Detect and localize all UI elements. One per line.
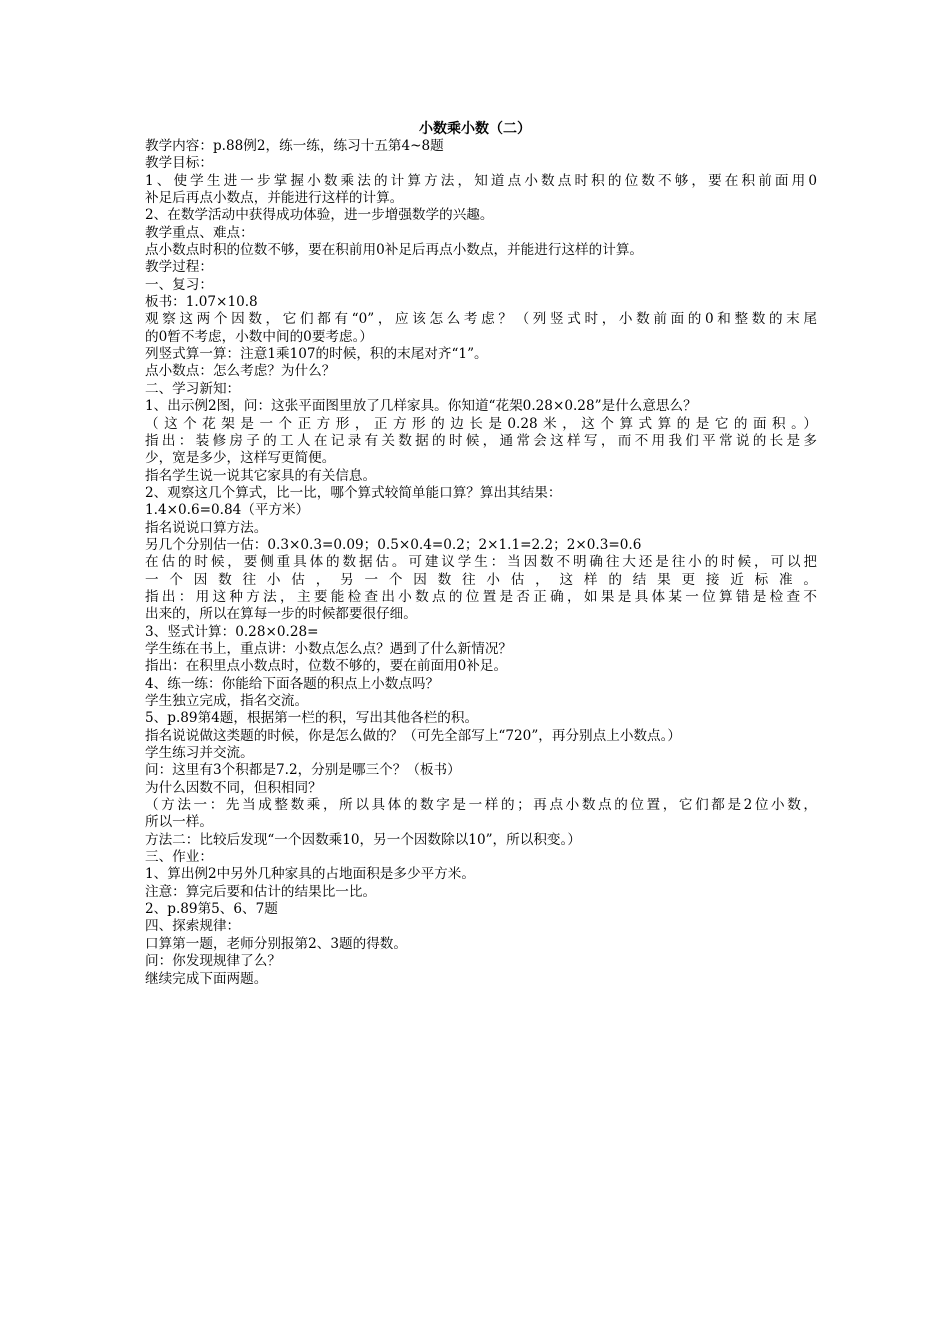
text-line: 学生练在书上，重点讲：小数点怎么点？遇到了什么新情况？ — [145, 640, 513, 657]
text-line: 继续完成下面两题。 — [145, 970, 268, 987]
text-line: 观察这两个因数，它们都有“0”，应该怎么考虑？（列竖式时，小数前面的0和整数的末尾 — [145, 311, 817, 328]
text-line: 教学重点、难点： — [145, 224, 254, 241]
text-line: 指名学生说一说其它家具的有关信息。 — [145, 467, 377, 484]
text-line: 口算第一题，老师分别报第2、3题的得数。 — [145, 935, 407, 952]
text-line: 教学内容：p.88例2，练一练，练习十五第4~8题 — [145, 138, 444, 154]
text-line: 1、算出例2中另外几种家具的占地面积是多少平方米。 — [145, 866, 475, 883]
text-line: 学生独立完成，指名交流。 — [145, 693, 309, 709]
text-line: 出来的，所以在算每一步的时候都要很仔细。 — [145, 606, 417, 623]
text-line: 问：这里有3个积都是7.2，分别是哪三个？（板书） — [145, 762, 461, 779]
text-line: 所以一样。 — [145, 814, 213, 831]
text-line: 列竖式算一算：注意1乘107的时候，积的末尾对齐“1”。 — [145, 346, 488, 363]
text-line: 板书：1.07×10.8 — [145, 294, 258, 311]
text-line: 2、观察这几个算式，比一比，哪个算式较简单能口算？算出其结果： — [145, 484, 562, 501]
text-line: 指名说说做这类题的时候，你是怎么做的？（可先全部写上“720”，再分别点上小数点。） — [145, 727, 682, 744]
text-line: 3、竖式计算：0.28×0.28= — [145, 623, 319, 640]
page-title: 小数乘小数（二） — [419, 121, 531, 137]
text-line: 5、p.89第4题，根据第一栏的积，写出其他各栏的积。 — [145, 710, 479, 727]
text-line: 4、练一练：你能给下面各题的积点上小数点吗？ — [145, 675, 440, 692]
text-line: 指名说说口算方法。 — [145, 519, 268, 536]
text-line: 另几个分别估一估：0.3×0.3=0.09；0.5×0.4=0.2；2×1.1=2.2；2×0.3=0.6 — [145, 536, 642, 553]
text-line: 指出：用这种方法，主要能检查出小数点的位置是否正确，如果是具体某一位算错是检查不 — [145, 588, 817, 605]
text-line: 1、使学生进一步掌握小数乘法的计算方法，知道点小数点时积的位数不够，要在积前面用0 — [145, 172, 817, 189]
text-line: 方法二：比较后发现“一个因数乘10，另一个因数除以10”，所以积变。） — [145, 831, 581, 848]
text-line: 一个因数往小估，另一个因数往小估，这样的结果更接近标准。 — [145, 571, 817, 588]
text-line: 1.4×0.6=0.84（平方米） — [145, 502, 310, 519]
lesson-plan-body — [145, 138, 817, 988]
text-line: 教学过程： — [145, 259, 213, 276]
text-line: 注意：算完后要和估计的结果比一比。 — [145, 883, 377, 900]
text-line: （这个花架是一个正方形，正方形的边长是0.28米，这个算式算的是它的面积。） — [145, 415, 817, 432]
text-line: 问：你发现规律了么？ — [145, 953, 281, 970]
text-line: 2、p.89第5、6、7题 — [145, 901, 278, 918]
text-line: 在估的时候，要侧重具体的数据估。可建议学生：当因数不明确往大还是往小的时候，可以把 — [145, 554, 817, 571]
text-line: 学生练习并交流。 — [145, 745, 254, 762]
text-line: 点小数点时积的位数不够，要在积前用0补足后再点小数点，并能进行这样的计算。 — [145, 242, 644, 259]
text-line: 三、作业： — [145, 849, 213, 866]
text-line: 的0暂不考虑，小数中间的0要考虑。） — [145, 328, 373, 345]
text-line: 二、学习新知： — [145, 380, 241, 397]
text-line: 为什么因数不同，但积相同？ — [145, 779, 322, 796]
text-line: （方法一：先当成整数乘，所以具体的数字是一样的；再点小数点的位置，它们都是2位小数， — [145, 797, 817, 814]
text-line: 点小数点：怎么考虑？为什么？ — [145, 363, 336, 380]
text-line: 1、出示例2图，问：这张平面图里放了几样家具。你知道“花架0.28×0.28”是什么意思么？ — [145, 398, 697, 415]
text-line: 指出：装修房子的工人在记录有关数据的时候，通常会这样写，而不用我们平常说的长是多 — [145, 432, 817, 449]
text-line: 指出：在积里点小数点时，位数不够的，要在前面用0补足。 — [145, 658, 508, 675]
text-line: 2、在数学活动中获得成功体验，进一步增强数学的兴趣。 — [145, 207, 494, 224]
text-line: 补足后再点小数点，并能进行这样的计算。 — [145, 190, 404, 207]
text-line: 少，宽是多少，这样写更简便。 — [145, 450, 336, 467]
text-line: 四、探索规律： — [145, 918, 241, 935]
text-line: 一、复习： — [145, 276, 213, 293]
text-line: 教学目标： — [145, 155, 213, 172]
